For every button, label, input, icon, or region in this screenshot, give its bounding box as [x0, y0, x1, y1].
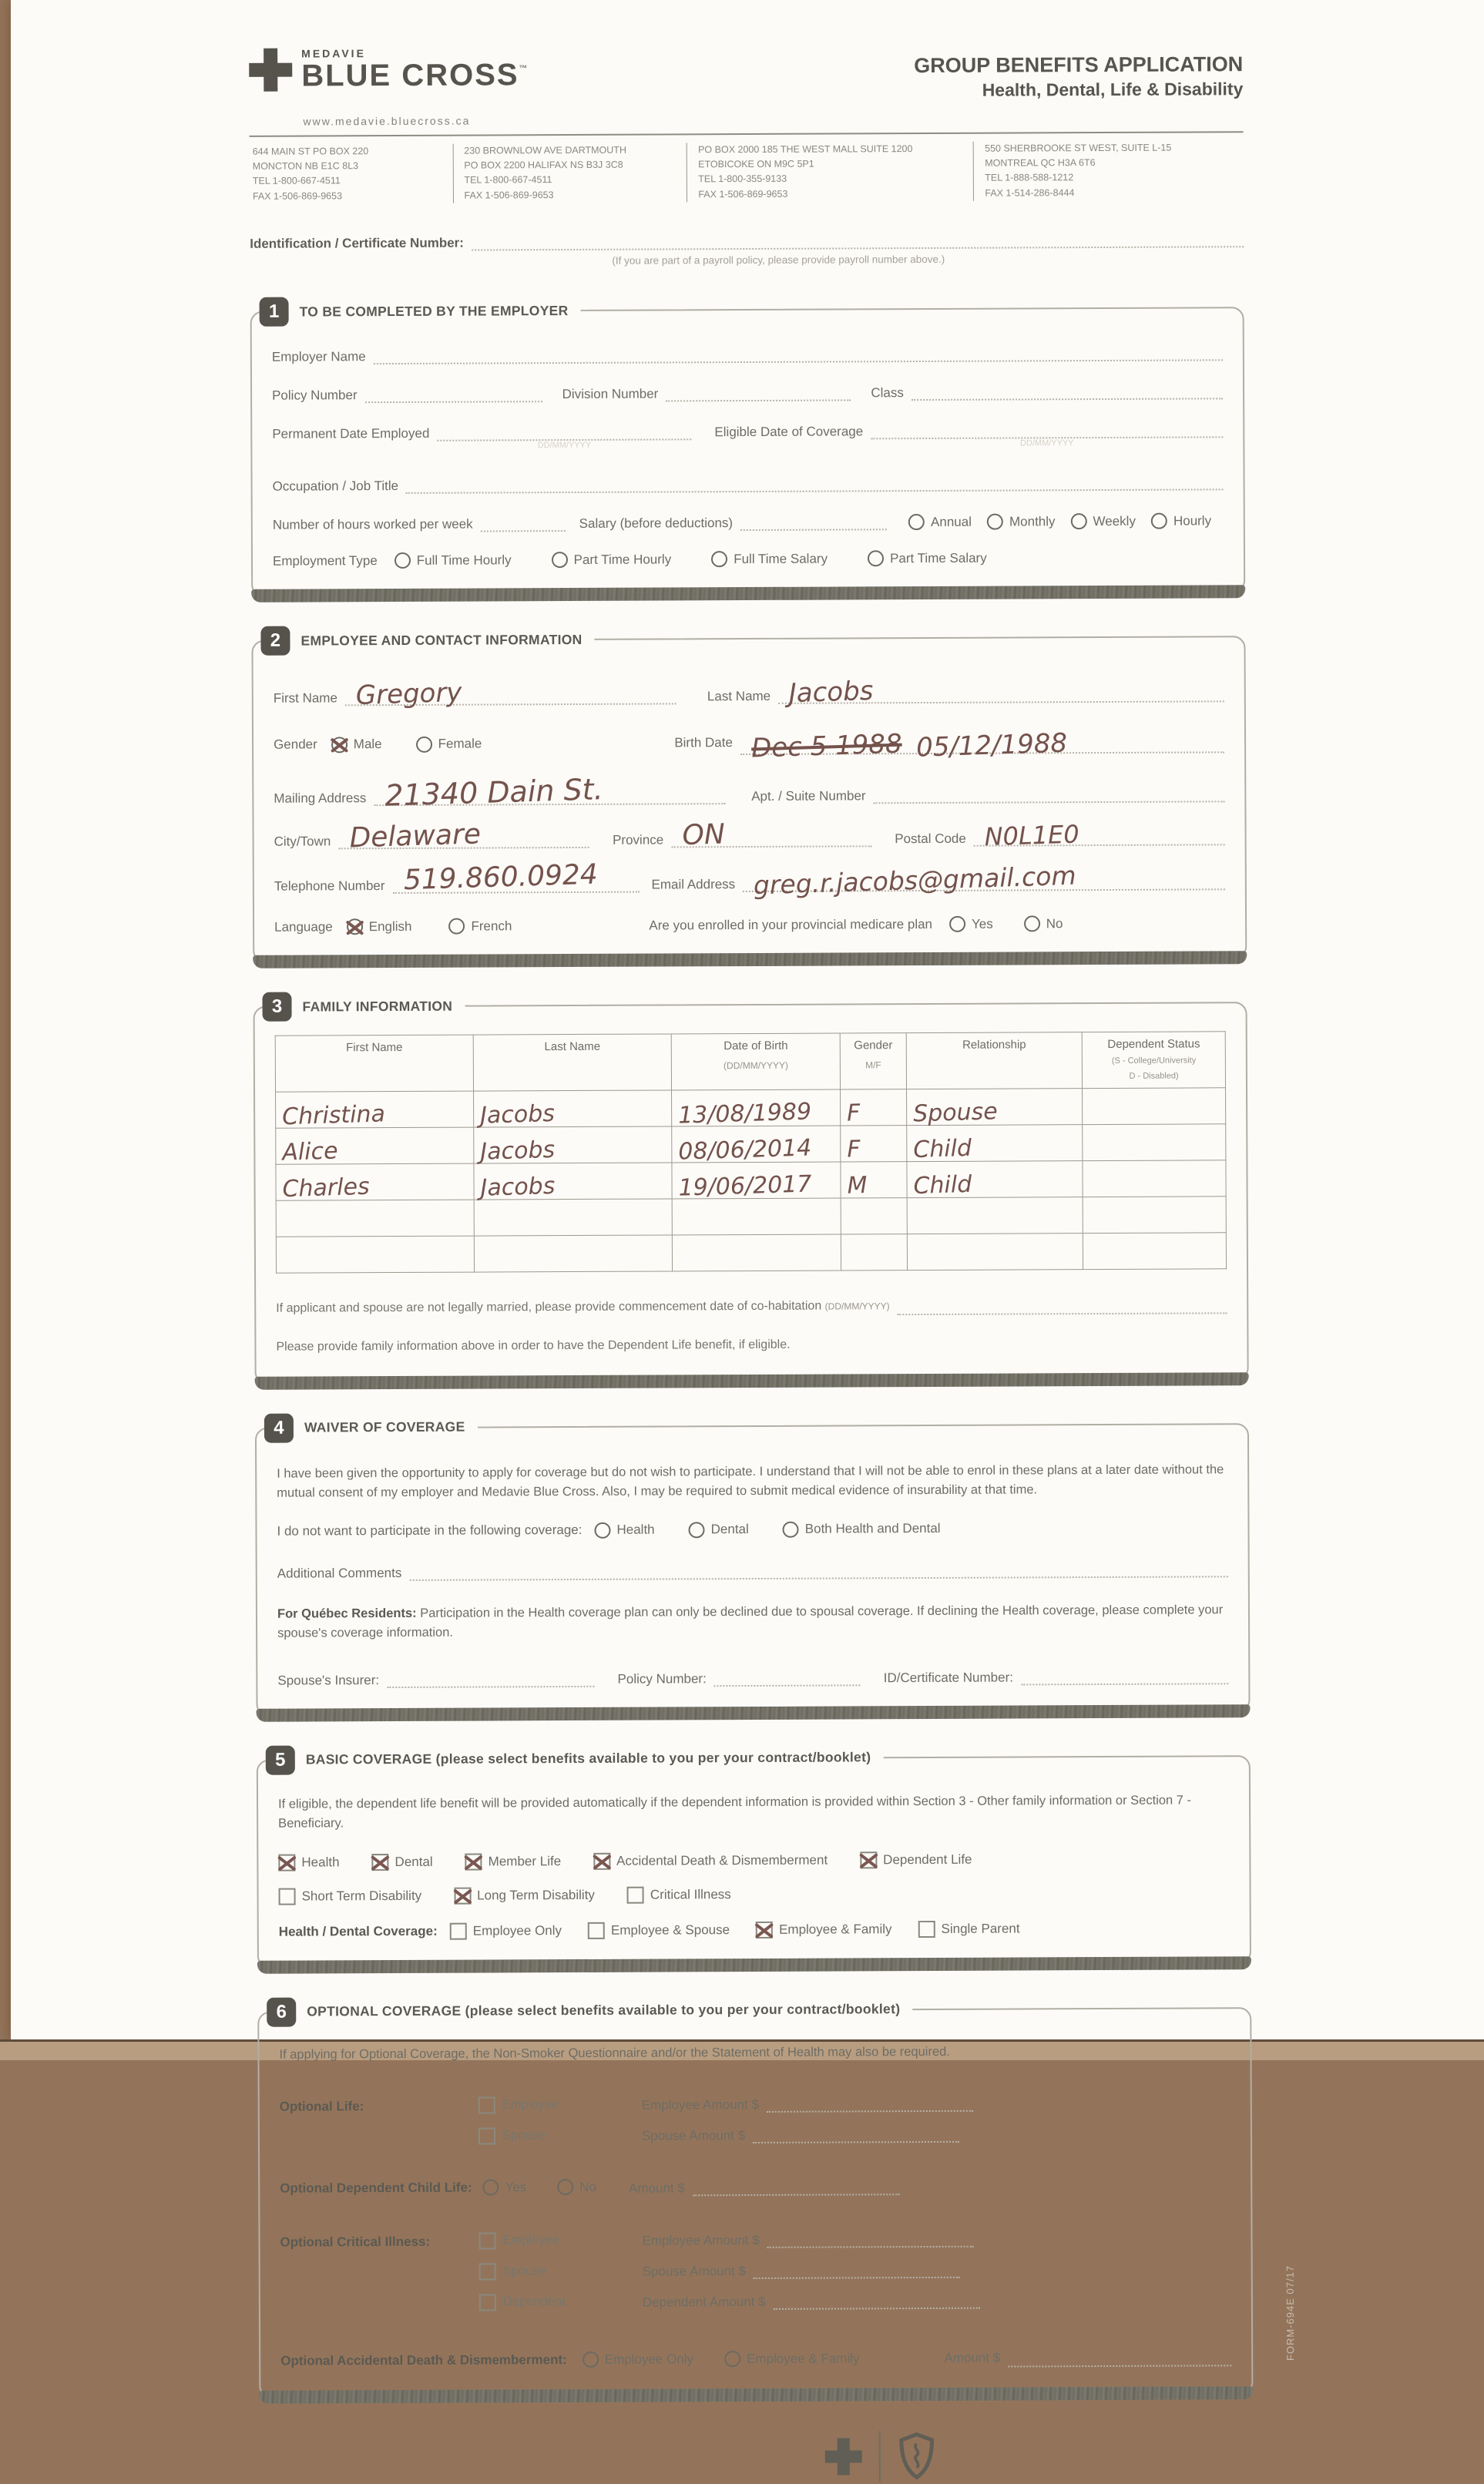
section-basic-coverage	[257, 1749, 1251, 1969]
section-3-badge: 3	[262, 992, 291, 1022]
gender-female-option[interactable]: Female	[416, 736, 482, 752]
section-employee-contact	[251, 629, 1247, 963]
english-radio-checked[interactable]	[347, 918, 363, 935]
province-label: Province	[613, 832, 664, 848]
family-gender: F	[846, 1099, 861, 1127]
family-dob: 08/06/2014	[677, 1133, 812, 1166]
medicare-no-option[interactable]: No	[1024, 915, 1063, 932]
dependent-life-checkbox-checked[interactable]	[860, 1851, 877, 1868]
ci-spouse-amount-label: Spouse Amount $	[642, 2263, 746, 2279]
family-gender: M	[847, 1171, 868, 1200]
ci-employee[interactable]: Employee	[478, 2231, 642, 2249]
class-line[interactable]	[912, 381, 1223, 401]
employer-name-line[interactable]	[374, 342, 1223, 364]
eligible-date-line[interactable]	[871, 419, 1223, 448]
last-name-label: Last Name	[707, 688, 771, 704]
class-label: Class	[871, 385, 904, 401]
gender-label: Gender	[274, 737, 317, 752]
mailing-address-label: Mailing Address	[274, 791, 367, 806]
dependent-life-note: Please provide family information above in order to have the Dependent Life benefit, if eligible.	[276, 1338, 791, 1354]
identification-row	[250, 229, 1244, 252]
language-french-option[interactable]: French	[448, 918, 512, 934]
spouse-policy-label: Policy Number:	[617, 1671, 707, 1687]
family-relationship: Child	[912, 1134, 972, 1163]
col-dependent-status: Dependent Status (S - College/University D - Disabled)	[1083, 1032, 1226, 1088]
language-label: Language	[274, 918, 333, 935]
ci-spouse[interactable]: Spouse	[479, 2262, 643, 2280]
employment-type-label: Employment Type	[272, 552, 378, 569]
family-first-name: Charles	[282, 1173, 371, 1203]
health-dental-coverage-label: Health / Dental Coverage:	[278, 1923, 438, 1939]
medicare-yes-radio[interactable]	[949, 916, 965, 932]
brand-main: BLUE CROSS™	[301, 58, 529, 93]
family-row-child-2[interactable]	[276, 1160, 1226, 1200]
cohabitation-text: If applicant and spouse are not legally married, please provide commencement date of co-habitation (DD/MM/YYYY)	[276, 1299, 890, 1315]
header-divider	[250, 131, 1244, 137]
ci-employee-checkbox[interactable]	[478, 2232, 495, 2249]
cohabitation-line[interactable]	[898, 1295, 1227, 1315]
division-number-line[interactable]	[666, 382, 851, 401]
critical-illness-checkbox[interactable]	[627, 1887, 644, 1904]
section-6-title: OPTIONAL COVERAGE (please select benefits available to you per your contract/booklet)	[307, 2001, 901, 2019]
section-optional-coverage	[257, 2001, 1297, 2398]
section-5-title: BASIC COVERAGE (please select benefits available to you per your contract/booklet)	[305, 1749, 871, 1767]
child-life-yes-radio[interactable]	[483, 2179, 499, 2195]
french-radio[interactable]	[448, 918, 465, 935]
quebec-residents-lead: For Québec Residents:	[277, 1606, 417, 1621]
ci-spouse-checkbox[interactable]	[479, 2263, 496, 2280]
eligible-date-label: Eligible Date of Coverage	[714, 424, 864, 440]
blue-cross-icon	[825, 2438, 862, 2475]
apt-suite-label: Apt. / Suite Number	[751, 788, 866, 804]
add-amount-line[interactable]	[1008, 2348, 1231, 2367]
identification-label: Identification / Certificate Number:	[250, 235, 464, 251]
mailing-address-line[interactable]	[374, 772, 725, 813]
salary-label: Salary (before deductions)	[579, 515, 734, 531]
optional-life-employee[interactable]: Employee	[478, 2096, 642, 2113]
footer-logos	[260, 2431, 936, 2484]
hd-single-parent[interactable]: Single Parent	[918, 1920, 1019, 1938]
city-town-value: Delaware	[348, 818, 482, 854]
col-first-name: First Name	[275, 1035, 473, 1092]
birth-date-line[interactable]	[740, 727, 1224, 764]
section-3-shadow-band	[255, 1372, 1249, 1390]
type-full-time-hourly[interactable]: Full Time Hourly	[395, 552, 512, 569]
section-6-shadow-band	[259, 2386, 1253, 2404]
spouse-amount-label: Spouse Amount $	[641, 2127, 746, 2143]
telephone-value: 519.860.0924	[402, 858, 598, 897]
health-checkbox-checked[interactable]	[278, 1855, 295, 1871]
permanent-date-line[interactable]	[437, 421, 691, 451]
additional-comments-label: Additional Comments	[277, 1565, 402, 1581]
office-moncton: 644 MAIN ST PO BOX 220 MONCTON NB E1C 8L3 TEL 1-800-667-4511 FAX 1-506-869-9653	[252, 145, 369, 202]
employee-family-checkbox-checked[interactable]	[756, 1922, 773, 1939]
eligible-date-format-hint: DD/MM/YYYY	[1019, 438, 1074, 448]
benefit-std[interactable]: Short Term Disability	[279, 1888, 422, 1905]
child-life-amount-line[interactable]	[693, 2177, 899, 2196]
office-etobicoke: PO BOX 2000 185 THE WEST MALL SUITE 1200 ETOBICOKE ON M9C 5P1 TEL 1-800-355-9133 FAX 1-506-869-9653	[687, 141, 973, 202]
hours-worked-line[interactable]	[481, 513, 566, 532]
dental-checkbox-checked[interactable]	[371, 1854, 388, 1871]
optional-life-label: Optional Life:	[279, 2098, 364, 2114]
spouse-insurer-line[interactable]	[387, 1669, 595, 1688]
full-time-hourly-radio[interactable]	[395, 552, 411, 569]
decline-label: I do not want to participate in the following coverage:	[277, 1522, 583, 1539]
optional-coverage-note: If applying for Optional Coverage, the Non-Smoker Questionnaire and/or the Statement of Health may also be required.	[279, 2044, 950, 2062]
brand-top: MEDAVIE	[301, 47, 366, 60]
additional-comments-line[interactable]	[409, 1559, 1228, 1581]
last-name-line[interactable]	[778, 675, 1224, 710]
section-employer	[250, 300, 1246, 597]
office-montreal: 550 SHERBROOKE ST WEST, SUITE L-15 MONTREAL QC H3A 6T6 TEL 1-888-588-1212 FAX 1-514-286-8444	[973, 140, 1244, 201]
logo-divider	[879, 2431, 881, 2482]
section-5-shadow-band	[257, 1956, 1251, 1974]
ci-spouse-amount-line[interactable]	[754, 2259, 960, 2278]
col-relationship: Relationship	[906, 1032, 1083, 1089]
form-content	[249, 44, 1297, 2484]
family-row-empty[interactable]	[276, 1232, 1226, 1272]
spouse-id-label: ID/Certificate Number:	[883, 1670, 1013, 1686]
add-employee-only-radio[interactable]	[583, 2351, 599, 2368]
benefit-health[interactable]: Health	[278, 1854, 339, 1871]
type-part-time-hourly[interactable]: Part Time Hourly	[552, 551, 672, 568]
policy-number-label: Policy Number	[272, 388, 358, 403]
section-4-shadow-band	[257, 1704, 1251, 1722]
family-last-name: Jacobs	[479, 1099, 556, 1130]
full-time-salary-radio[interactable]	[711, 551, 727, 567]
add-checkbox-checked[interactable]	[593, 1853, 610, 1870]
medicare-question: Are you enrolled in your provincial medicare plan	[649, 916, 933, 933]
family-row-empty[interactable]	[276, 1196, 1226, 1236]
annual-radio[interactable]	[908, 514, 925, 530]
trademark-symbol: ™	[519, 64, 529, 74]
hourly-radio[interactable]	[1151, 513, 1167, 529]
section-1-title: TO BE COMPLETED BY THE EMPLOYER	[299, 302, 569, 320]
section-2-badge: 2	[260, 626, 290, 656]
section-waiver	[255, 1417, 1251, 1717]
add-employee-only[interactable]: Employee Only	[583, 2351, 693, 2368]
add-employee-family[interactable]: Employee & Family	[724, 2350, 860, 2367]
website-url: www.medavie.bluecross.ca	[303, 114, 471, 128]
family-dob: 19/06/2017	[678, 1170, 813, 1202]
occupation-line[interactable]	[406, 472, 1224, 494]
last-name-value: Jacobs	[788, 675, 875, 710]
birth-date-label: Birth Date	[674, 735, 733, 750]
apt-suite-line[interactable]	[873, 784, 1224, 804]
optional-life-employee-checkbox[interactable]	[478, 2096, 495, 2113]
ci-employee-amount-label: Employee Amount $	[642, 2232, 760, 2248]
child-life-yes[interactable]: Yes	[483, 2179, 527, 2195]
postal-code-label: Postal Code	[895, 831, 966, 847]
email-label: Email Address	[651, 877, 736, 892]
ci-dependent-amount-line[interactable]	[774, 2290, 980, 2309]
family-table	[275, 1031, 1227, 1273]
salary-line[interactable]	[740, 512, 887, 531]
section-1-badge: 1	[260, 297, 289, 327]
office-addresses	[250, 140, 1244, 204]
add-amount-label: Amount $	[944, 2350, 1001, 2365]
form-title-line2: Health, Dental, Life & Disability	[982, 78, 1244, 100]
language-english-option[interactable]: English	[347, 918, 412, 935]
hd-employee-family[interactable]: Employee & Family	[756, 1921, 892, 1939]
child-life-no-radio[interactable]	[557, 2179, 573, 2195]
monthly-radio[interactable]	[987, 514, 1003, 530]
short-term-disability-checkbox[interactable]	[279, 1888, 296, 1905]
female-radio[interactable]	[416, 736, 432, 752]
policy-number-line[interactable]	[365, 384, 542, 403]
first-name-label: First Name	[273, 690, 337, 706]
form-title	[914, 52, 1243, 101]
part-time-hourly-radio[interactable]	[552, 552, 568, 568]
single-parent-checkbox[interactable]	[918, 1921, 935, 1938]
division-number-label: Division Number	[562, 386, 659, 402]
employee-only-checkbox[interactable]	[450, 1923, 467, 1940]
decline-health-radio[interactable]	[594, 1522, 610, 1539]
section-6-badge: 6	[267, 1998, 296, 2027]
hd-employee-spouse[interactable]: Employee & Spouse	[588, 1922, 730, 1939]
part-time-salary-radio[interactable]	[868, 550, 884, 566]
col-last-name: Last Name	[473, 1034, 671, 1091]
type-full-time-salary[interactable]: Full Time Salary	[711, 551, 828, 568]
section-1-shadow-band	[251, 585, 1245, 603]
benefit-add[interactable]: Accidental Death & Dismemberment	[593, 1852, 828, 1870]
section-4-title: WAIVER OF COVERAGE	[304, 1418, 465, 1435]
medicare-yes-option[interactable]: Yes	[949, 916, 993, 932]
family-dob: 13/08/1989	[677, 1097, 812, 1130]
waiver-paragraph: I have been given the opportunity to apply for coverage but do not wish to participate. I understand that I will not be able to enrol in these plans at a later date without the mutual consent of my employer and Medavie Blue Cross. Also, I may be required to submit medical evidence of insurability at that time.	[277, 1462, 1224, 1500]
family-relationship: Spouse	[912, 1097, 999, 1128]
family-last-name: Jacobs	[480, 1172, 556, 1202]
optional-life-spouse[interactable]: Spouse	[478, 2127, 642, 2144]
optional-add-label: Optional Accidental Death & Dismemberment:	[280, 2351, 567, 2368]
quebec-residents-note: For Québec Residents: Participation in the Health coverage plan can only be declined due to spousal coverage. If declining the Health coverage, please complete your spouse's coverage information.	[277, 1603, 1224, 1640]
salary-freq-weekly[interactable]: Weekly	[1070, 513, 1136, 529]
col-gender: Gender M/F	[840, 1033, 906, 1089]
optional-critical-illness-label: Optional Critical Illness:	[280, 2234, 431, 2250]
child-life-amount-label: Amount $	[628, 2180, 685, 2196]
spouse-amount-line[interactable]	[753, 2123, 959, 2143]
ci-dependent[interactable]: Dependent	[479, 2293, 643, 2311]
office-dartmouth: 230 BROWNLOW AVE DARTMOUTH PO BOX 2200 HALIFAX NS B3J 3C8 TEL 1-800-667-4511 FAX 1-506-869-9653	[452, 143, 687, 203]
form-header	[249, 44, 1243, 104]
hours-worked-label: Number of hours worked per week	[272, 516, 473, 532]
section-2-title: EMPLOYEE AND CONTACT INFORMATION	[300, 631, 583, 649]
telephone-label: Telephone Number	[274, 878, 385, 894]
permanent-date-label: Permanent Date Employed	[272, 425, 430, 441]
family-row-spouse[interactable]	[276, 1087, 1226, 1127]
employee-spouse-checkbox[interactable]	[588, 1922, 605, 1939]
identification-hint: (If you are part of a payroll policy, please provide payroll number above.)	[612, 253, 945, 267]
long-term-disability-checkbox-checked[interactable]	[454, 1888, 471, 1905]
city-town-label: City/Town	[274, 834, 331, 849]
decline-health-option[interactable]: Health	[594, 1522, 654, 1538]
ci-dependent-amount-label: Dependent Amount $	[642, 2294, 766, 2310]
optional-child-life-label: Optional Dependent Child Life:	[280, 2180, 472, 2196]
family-relationship: Child	[912, 1170, 972, 1200]
postal-code-line[interactable]	[974, 819, 1225, 852]
section-3-title: FAMILY INFORMATION	[302, 998, 453, 1015]
benefit-critical-illness[interactable]: Critical Illness	[627, 1886, 731, 1904]
province-line[interactable]	[671, 818, 871, 852]
section-2-shadow-band	[253, 951, 1247, 968]
salary-freq-hourly[interactable]: Hourly	[1151, 512, 1211, 529]
decline-dental-radio[interactable]	[689, 1522, 705, 1538]
type-part-time-salary[interactable]: Part Time Salary	[868, 550, 987, 567]
first-name-value: Gregory	[355, 676, 463, 712]
medavie-blue-cross-logo	[249, 47, 529, 92]
email-line[interactable]	[743, 860, 1225, 901]
section-5-badge: 5	[266, 1745, 295, 1774]
employee-amount-line[interactable]	[767, 2093, 973, 2112]
family-gender: F	[847, 1135, 861, 1163]
employer-name-label: Employer Name	[271, 349, 366, 364]
postal-code-value: N0L1E0	[984, 819, 1080, 852]
add-employee-family-radio[interactable]	[724, 2351, 740, 2367]
form-code: FORM-694E 07/17	[1284, 2265, 1297, 2361]
benefit-dependent-life[interactable]: Dependent Life	[860, 1851, 972, 1869]
birth-date-value: 05/12/1988	[915, 727, 1068, 764]
medicare-no-radio[interactable]	[1024, 915, 1040, 932]
cross-icon	[249, 49, 292, 92]
benefit-member-life[interactable]: Member Life	[465, 1853, 562, 1871]
ci-employee-amount-line[interactable]	[767, 2228, 974, 2247]
occupation-label: Occupation / Job Title	[272, 478, 399, 494]
province-value: ON	[681, 818, 726, 852]
spouse-id-line[interactable]	[1021, 1666, 1229, 1685]
email-value: greg.r.jacobs@gmail.com	[753, 860, 1077, 901]
identification-input-line[interactable]	[472, 229, 1244, 250]
section-family-information	[253, 995, 1249, 1384]
benefit-dental[interactable]: Dental	[371, 1854, 432, 1871]
family-last-name: Jacobs	[479, 1136, 556, 1166]
optional-life-spouse-checkbox[interactable]	[478, 2127, 495, 2144]
weekly-radio[interactable]	[1070, 513, 1086, 529]
section-4-badge: 4	[264, 1413, 294, 1442]
mailing-address-value: 21340 Dain St.	[384, 772, 604, 813]
spouse-policy-line[interactable]	[714, 1667, 861, 1687]
benefit-ltd[interactable]: Long Term Disability	[454, 1887, 595, 1905]
spouse-insurer-label: Spouse's Insurer:	[277, 1672, 380, 1688]
form-title-line1: GROUP BENEFITS APPLICATION	[914, 52, 1244, 78]
employee-amount-label: Employee Amount $	[641, 2096, 759, 2113]
birth-date-crossed-out: Dec 5 1988	[750, 728, 903, 764]
decline-dental-option[interactable]: Dental	[689, 1522, 749, 1538]
permanent-date-format-hint: DD/MM/YYYY	[537, 440, 592, 451]
gender-male-option[interactable]: Male	[331, 737, 382, 753]
basic-coverage-note: If eligible, the dependent life benefit will be provided automatically if the dependent information is provided within Section 3 - Other family information or Section 7 - Beneficiary.	[278, 1793, 1192, 1831]
telephone-line[interactable]	[392, 858, 639, 897]
col-date-of-birth: Date of Birth (DD/MM/YYYY)	[671, 1033, 840, 1090]
family-row-child-1[interactable]	[276, 1123, 1226, 1163]
hd-employee-only[interactable]: Employee Only	[450, 1922, 562, 1940]
family-first-name: Christina	[281, 1099, 386, 1130]
city-town-line[interactable]	[338, 818, 589, 854]
member-life-checkbox-checked[interactable]	[465, 1854, 482, 1871]
salary-freq-monthly[interactable]: Monthly	[987, 513, 1056, 529]
family-first-name: Alice	[281, 1136, 339, 1166]
child-life-no[interactable]: No	[557, 2179, 596, 2195]
blue-shield-icon	[898, 2432, 936, 2480]
first-name-line[interactable]	[345, 676, 677, 712]
salary-freq-annual[interactable]: Annual	[908, 514, 972, 530]
ci-dependent-checkbox[interactable]	[479, 2294, 496, 2311]
decline-both-radio[interactable]	[783, 1521, 799, 1537]
male-radio-checked[interactable]	[331, 737, 347, 753]
decline-both-option[interactable]: Both Health and Dental	[783, 1521, 941, 1538]
